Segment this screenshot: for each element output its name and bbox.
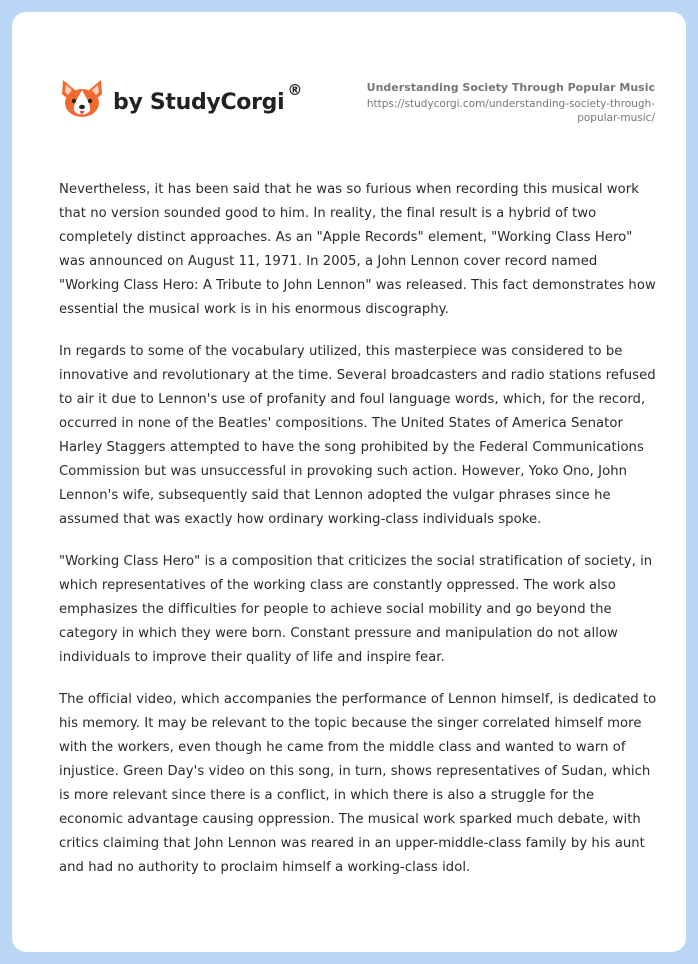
brand-text: by StudyCorgi — [113, 89, 285, 115]
document-body — [59, 178, 659, 898]
document-url-line-1: https://studycorgi.com/understanding-society-through- — [366, 98, 655, 110]
document-meta — [315, 80, 655, 125]
paragraph: The official video, which accompanies the performance of Lennon himself, is dedicated to his memory. It may be relevant to the topic because the singer correlated himself more with the workers, even though he came from the middle class and wanted to warn of injustice. Green Day's video on this song, in turn, shows representatives of Sudan, which is more relevant since there is a conflict, in which there is also a struggle for the economic advantage causing oppression. The musical work sparked much debate, with critics claiming that John Lennon was reared in an upper-middle-class family by his aunt and had no authority to proclaim himself a working-class idol. — [59, 692, 657, 875]
paragraph: In regards to some of the vocabulary utilized, this masterpiece was considered to be innovative and revolutionary at the time. Several broadcasters and radio stations refused to air it due to Lennon's use of profanity and foul language words, which, for the record, occurred in none of the Beatles' compositions. The United States of America Senator Harley Staggers attempted to have the song prohibited by the Federal Communications Commission but was unsuccessful in provoking such action. However, Yoko Ono, John Lennon's wife, subsequently said that Lennon adopted the vulgar phrases since he assumed that was exactly how ordinary working-class individuals spoke. — [59, 344, 656, 527]
paragraph: "Working Class Hero" is a composition that criticizes the social stratification of society, in which representatives of the working class are constantly oppressed. The work also emphasizes the difficulties for people to achieve social mobility and go beyond the category in which they were born. Constant pressure and manipulation do not allow individuals to improve their quality of life and inspire fear. — [59, 554, 653, 665]
paragraph: Nevertheless, it has been said that he was so furious when recording this musical work that no version sounded good to him. In reality, the final result is a hybrid of two completely distinct approaches. As an "Apple Records" element, "Working Class Hero" was announced on August 11, 1971. In 2005, a John Lennon cover record named "Working Class Hero: A Tribute to John Lennon" was released. This fact demonstrates how essential the musical work is in his enormous discography. — [59, 182, 656, 317]
document-url-line-2: popular-music/ — [577, 112, 655, 124]
document-title: Understanding Society Through Popular Music — [366, 81, 655, 94]
studycorgi-logo[interactable] — [59, 76, 302, 122]
page-header — [12, 12, 686, 152]
corgi-logo-icon — [59, 76, 105, 122]
document-url[interactable] — [315, 97, 655, 125]
registered-mark: ® — [287, 81, 303, 99]
document-page — [12, 12, 686, 952]
